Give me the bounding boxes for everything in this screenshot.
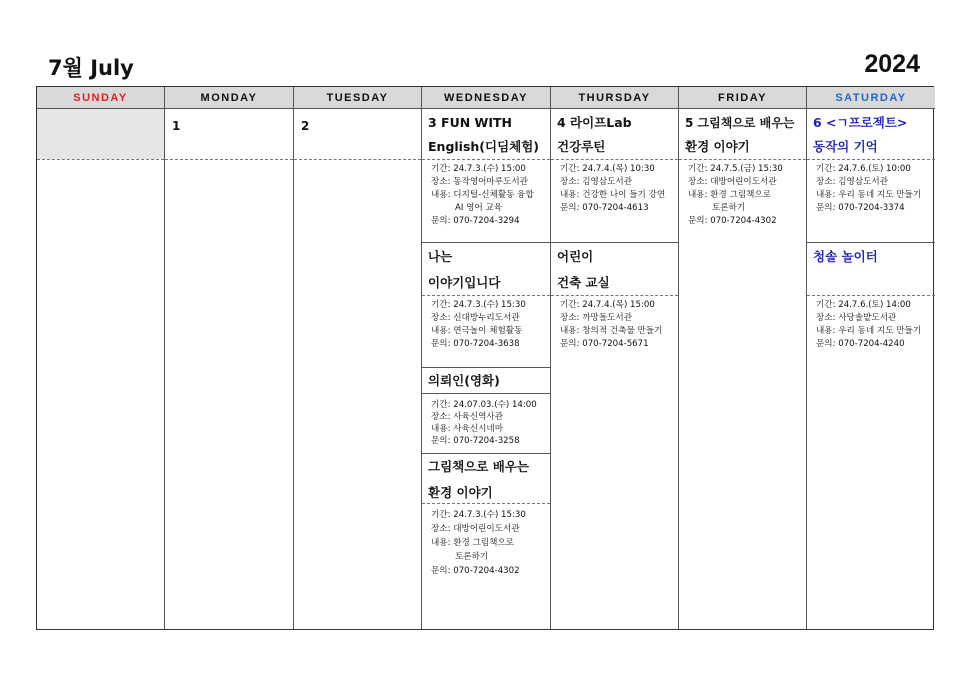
event-title: 나는 — [428, 249, 453, 264]
event-details — [816, 299, 933, 351]
divider — [422, 295, 550, 296]
event-place: 장소: 사육신역사관 — [431, 412, 504, 422]
weekday-header-wednesday: WEDNESDAY — [422, 87, 551, 109]
event-title: 건강루틴 — [557, 139, 606, 154]
event-contact: 문의: 070-7204-5671 — [560, 339, 649, 349]
divider — [37, 159, 164, 160]
event-contact: 문의: 070-7204-4302 — [431, 566, 520, 576]
month-title: 7월 July — [48, 56, 134, 80]
event-contact: 문의: 070-7204-4240 — [816, 339, 905, 349]
event-date: 기간: 24.7.6.(토) 14:00 — [816, 300, 911, 310]
event-content: 내용: 환경 그림책으로 — [688, 190, 772, 200]
day-cell-saturday[interactable] — [807, 109, 935, 629]
divider — [551, 242, 678, 243]
event-details — [560, 299, 676, 351]
divider — [807, 242, 935, 243]
divider — [422, 503, 550, 504]
weekday-header-monday: MONDAY — [165, 87, 294, 109]
event-details — [431, 508, 548, 578]
event-title: 6 <ㄱ프로젝트> — [813, 115, 908, 130]
event-details — [431, 299, 548, 351]
divider — [551, 295, 678, 296]
year-title: 2024 — [864, 50, 920, 78]
event-title: 건축 교실 — [557, 275, 610, 290]
day-cell-wednesday[interactable] — [422, 109, 551, 629]
event-title: 그림책으로 배우는 — [428, 459, 529, 474]
event-contact: 문의: 070-7204-4613 — [560, 203, 649, 213]
divider — [807, 295, 935, 296]
event-place: 장소: 사당솔밭도서관 — [816, 313, 897, 323]
day-cell-tuesday[interactable] — [294, 109, 422, 629]
event-contact: 문의: 070-7204-3638 — [431, 339, 520, 349]
event-title: 환경 이야기 — [685, 139, 750, 154]
divider — [422, 159, 550, 160]
day-cell-sunday — [37, 109, 165, 629]
event-title: 어린이 — [557, 249, 594, 264]
event-contact: 문의: 070-7204-3258 — [431, 436, 520, 446]
event-place: 장소: 신대방누리도서관 — [431, 313, 520, 323]
event-title: 이야기입니다 — [428, 275, 501, 290]
event-place: 장소: 동작영어마루도서관 — [431, 177, 528, 187]
event-details — [560, 163, 676, 215]
weekday-header-tuesday: TUESDAY — [294, 87, 422, 109]
event-content: 내용: 우리 동네 지도 만들기 — [816, 190, 922, 200]
weekday-header-saturday: SATURDAY — [807, 87, 935, 109]
event-title: English(디딤체험) — [428, 139, 540, 154]
event-contact: 문의: 070-7204-4302 — [688, 216, 777, 226]
event-date: 기간: 24.7.3.(수) 15:30 — [431, 510, 526, 520]
weekday-header-friday: FRIDAY — [679, 87, 807, 109]
divider — [422, 393, 550, 394]
day-cell-thursday[interactable] — [551, 109, 679, 629]
divider — [422, 453, 550, 454]
event-content: AI 영어 교육 — [455, 203, 503, 213]
event-content: 내용: 창의적 건축물 만들기 — [560, 326, 663, 336]
day-cell-friday[interactable] — [679, 109, 807, 629]
divider — [551, 159, 678, 160]
divider — [679, 159, 806, 160]
divider — [422, 367, 550, 368]
event-content: 토론하기 — [455, 552, 489, 562]
event-title: 청솔 놀이터 — [813, 249, 878, 264]
event-place: 장소: 까망돌도서관 — [560, 313, 633, 323]
empty-day-shade — [37, 109, 164, 159]
event-details — [688, 163, 804, 228]
event-title: 4 라이프Lab — [557, 115, 632, 130]
event-details — [431, 399, 548, 447]
event-content: 내용: 디지털-신체활동 융합 — [431, 190, 534, 200]
divider — [294, 159, 421, 160]
event-details — [431, 163, 548, 228]
weekday-header-sunday: SUNDAY — [37, 87, 165, 109]
event-contact: 문의: 070-7204-3374 — [816, 203, 905, 213]
weekday-header-thursday: THURSDAY — [551, 87, 679, 109]
event-place: 장소: 김영삼도서관 — [560, 177, 633, 187]
event-date: 기간: 24.7.3.(수) 15:30 — [431, 300, 526, 310]
day-number: 2 — [301, 119, 310, 133]
event-date: 기간: 24.7.5.(금) 15:30 — [688, 164, 783, 174]
day-number: 1 — [172, 119, 181, 133]
day-cell-monday[interactable] — [165, 109, 294, 629]
event-place: 장소: 대방어린이도서관 — [431, 524, 520, 534]
event-date: 기간: 24.7.4.(목) 15:00 — [560, 300, 655, 310]
event-title: 3 FUN WITH — [428, 115, 512, 130]
divider — [165, 159, 293, 160]
divider — [422, 242, 550, 243]
event-date: 기간: 24.7.3.(수) 15:00 — [431, 164, 526, 174]
event-date: 기간: 24.7.6.(토) 10:00 — [816, 164, 911, 174]
event-place: 장소: 김영삼도서관 — [816, 177, 889, 187]
event-content: 내용: 사육신시네마 — [431, 424, 504, 434]
event-content: 내용: 환경 그림책으로 — [431, 538, 515, 548]
event-title: 동작의 기억 — [813, 139, 878, 154]
event-content: 내용: 건강한 나이 들기 강연 — [560, 190, 666, 200]
event-contact: 문의: 070-7204-3294 — [431, 216, 520, 226]
event-content: 내용: 연극놀이 체험활동 — [431, 326, 523, 336]
event-content: 내용: 우리 동네 지도 만들기 — [816, 326, 922, 336]
event-title: 환경 이야기 — [428, 485, 493, 500]
divider — [807, 159, 935, 160]
calendar-grid — [36, 86, 934, 630]
event-details — [816, 163, 933, 215]
event-date: 기간: 24.7.4.(목) 10:30 — [560, 164, 655, 174]
event-place: 장소: 대방어린이도서관 — [688, 177, 777, 187]
event-title: 5 그림책으로 배우는 — [685, 116, 795, 130]
event-title: 의뢰인(영화) — [428, 373, 500, 388]
event-content: 토론하기 — [712, 203, 746, 213]
event-date: 기간: 24.07.03.(수) 14:00 — [431, 400, 537, 410]
